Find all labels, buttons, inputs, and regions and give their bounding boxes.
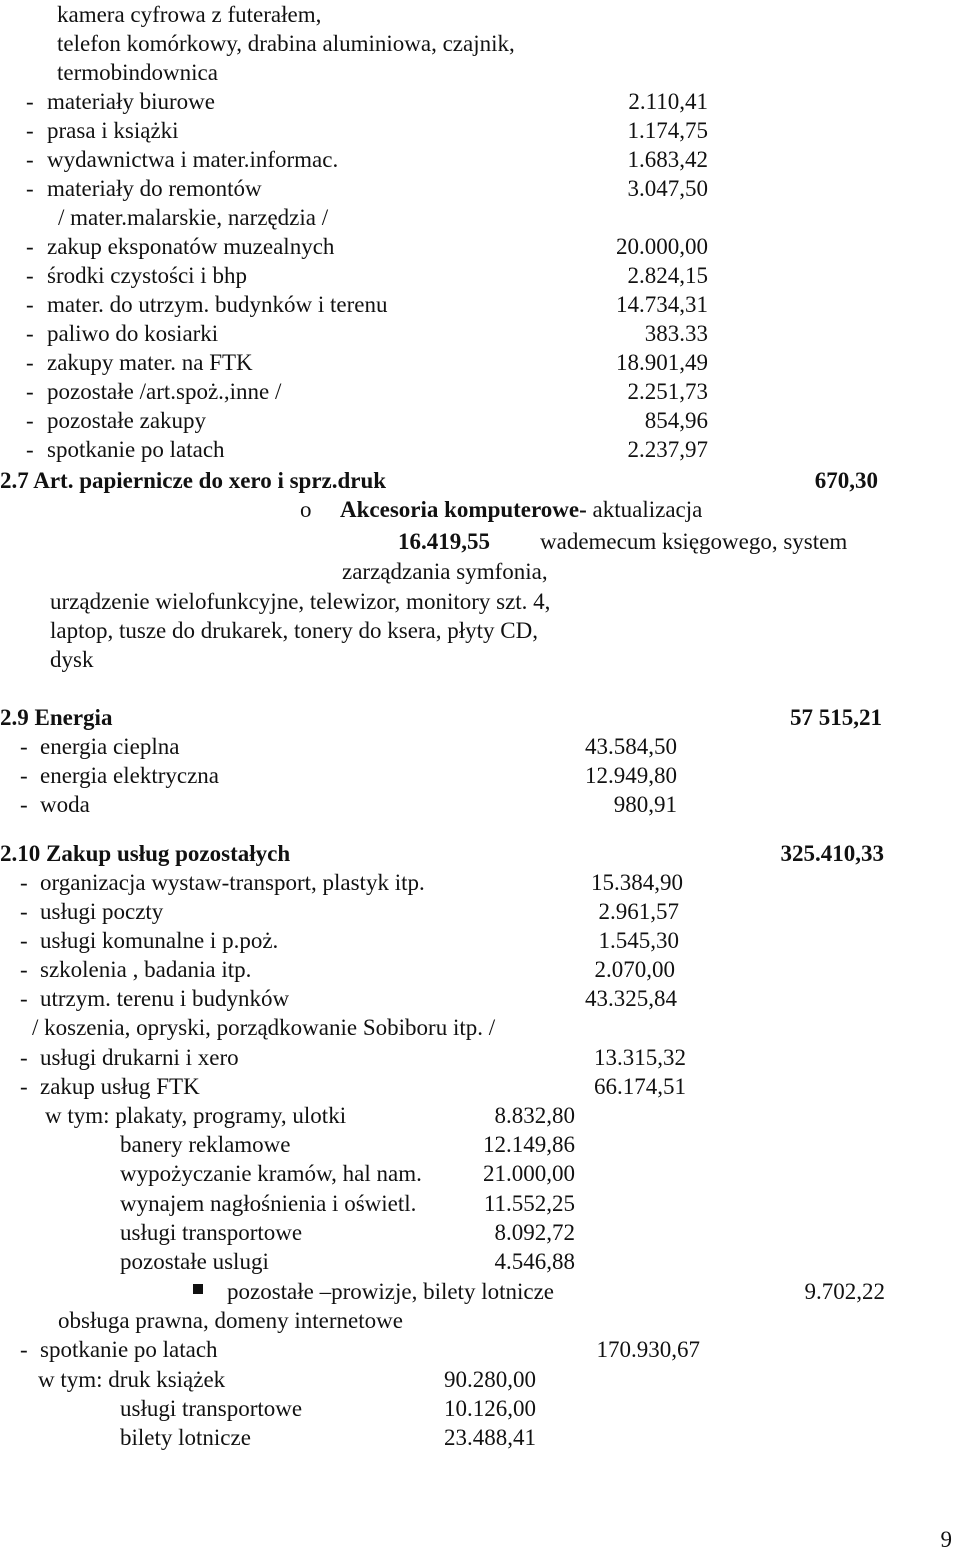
section-heading: 2.7 Art. papiernicze do xero i sprz.druk (0, 468, 387, 493)
list-item-value: 2.824,15 (627, 263, 708, 288)
list-item-label: usługi drukarni i xero (40, 1045, 239, 1070)
sub-item-label: pozostałe –prowizje, bilety lotnicze (227, 1279, 554, 1304)
list-item-value: 2.070,00 (594, 957, 675, 982)
list-item-value: 1.174,75 (627, 118, 708, 143)
sub-item-label: usługi transportowe (120, 1396, 303, 1421)
list-item-label: paliwo do kosiarki (47, 321, 219, 346)
text-line: zarządzania symfonia, (342, 559, 548, 584)
list-item-label: mater. do utrzym. budynków i terenu (47, 292, 388, 317)
list-item-label: pozostałe /art.spoż.,inne / (47, 379, 282, 404)
page-number: 9 (940, 1527, 952, 1552)
text-line: termobindownica (57, 60, 218, 85)
list-item-value: 13.315,32 (594, 1045, 686, 1070)
subheading-bold: Akcesoria komputerowe- (340, 497, 587, 522)
text-line: wademecum księgowego, system (540, 529, 848, 554)
text-line: telefon komórkowy, drabina aluminiowa, czajnik, (57, 31, 515, 56)
list-item-label: pozostałe zakupy (47, 408, 207, 433)
sub-item-value: 10.126,00 (444, 1396, 536, 1421)
list-item-value: 1.545,30 (598, 928, 679, 953)
list-item-value: 383.33 (644, 321, 708, 346)
list-item-label: prasa i książki (47, 118, 179, 143)
list-item-label: szkolenia , badania itp. (40, 957, 252, 982)
text-line: laptop, tusze do drukarek, tonery do ksera, płyty CD, (50, 618, 538, 643)
sub-item-label: usługi transportowe (120, 1220, 303, 1245)
text-line: obsługa prawna, domeny internetowe (58, 1308, 403, 1333)
akcesoria-value: 16.419,55 (398, 529, 490, 554)
list-item-value: 14.734,31 (616, 292, 708, 317)
bullet-icon: o (300, 497, 312, 522)
list-item-label: materiały do remontów (47, 176, 262, 201)
subheading (340, 498, 702, 521)
sub-item-value: 9.702,22 (804, 1279, 885, 1304)
list-item-note: / koszenia, opryski, porządkowanie Sobiboru itp. / (32, 1015, 496, 1040)
list-dash: - (20, 928, 28, 953)
list-item-value: 18.901,49 (616, 350, 708, 375)
sub-item-value: 12.149,86 (483, 1132, 575, 1157)
list-item-note: / mater.malarskie, narzędzia / (58, 205, 329, 230)
list-item-value: 43.325,84 (585, 986, 677, 1011)
sub-item-value: 8.832,80 (494, 1103, 575, 1128)
list-dash: - (26, 292, 34, 317)
sub-item-label: bilety lotnicze (120, 1425, 251, 1450)
list-item-value: 2.251,73 (627, 379, 708, 404)
list-item-value: 2.961,57 (598, 899, 679, 924)
list-item-label: zakup usług FTK (40, 1074, 200, 1099)
sub-item-label: wypożyczanie kramów, hal nam. (120, 1161, 422, 1186)
list-item-label: energia cieplna (40, 734, 180, 759)
list-item-label: zakup eksponatów muzealnych (47, 234, 335, 259)
list-dash: - (26, 176, 34, 201)
list-dash: - (20, 957, 28, 982)
list-item-value: 43.584,50 (585, 734, 677, 759)
list-dash: - (20, 870, 28, 895)
section-heading: 2.10 Zakup usług pozostałych (0, 841, 291, 866)
list-item-value: 1.683,42 (627, 147, 708, 172)
list-dash: - (20, 734, 28, 759)
sub-item-value: 90.280,00 (444, 1367, 536, 1392)
list-item-value: 15.384,90 (591, 870, 683, 895)
section-total: 57 515,21 (790, 705, 882, 730)
list-item-label: materiały biurowe (47, 89, 215, 114)
text-line: urządzenie wielofunkcyjne, telewizor, monitory szt. 4, (50, 589, 551, 614)
list-dash: - (20, 1074, 28, 1099)
list-dash: - (26, 408, 34, 433)
list-item-value: 980,91 (613, 792, 677, 817)
text-line: dysk (50, 647, 94, 672)
list-item-label: środki czystości i bhp (47, 263, 247, 288)
list-dash: - (20, 792, 28, 817)
list-dash: - (20, 763, 28, 788)
list-item-value: 3.047,50 (627, 176, 708, 201)
text-line: kamera cyfrowa z futerałem, (57, 2, 322, 27)
list-item-value: 2.237,97 (627, 437, 708, 462)
list-dash: - (26, 350, 34, 375)
list-dash: - (26, 321, 34, 346)
list-item-label: usługi komunalne i p.poż. (40, 928, 279, 953)
list-dash: - (20, 986, 28, 1011)
list-item-label: energia elektryczna (40, 763, 219, 788)
sub-item-label: banery reklamowe (120, 1132, 291, 1157)
subheading-rest: aktualizacja (586, 497, 703, 522)
sub-item-label: w tym: druk książek (38, 1367, 226, 1392)
sub-item-label: wynajem nagłośnienia i oświetl. (120, 1191, 417, 1216)
sub-item-value: 21.000,00 (483, 1161, 575, 1186)
list-item-label: woda (40, 792, 90, 817)
list-item-label: zakupy mater. na FTK (47, 350, 253, 375)
list-item-label: spotkanie po latach (47, 437, 225, 462)
section-heading: 2.9 Energia (0, 705, 113, 730)
list-item-value: 12.949,80 (585, 763, 677, 788)
sub-item-label: pozostałe uslugi (120, 1249, 269, 1274)
list-dash: - (20, 1337, 28, 1362)
list-item-value: 854,96 (644, 408, 708, 433)
list-dash: - (20, 899, 28, 924)
list-dash: - (26, 147, 34, 172)
list-item-label: wydawnictwa i mater.informac. (47, 147, 339, 172)
list-dash: - (26, 379, 34, 404)
list-dash: - (20, 1045, 28, 1070)
sub-item-value: 11.552,25 (483, 1191, 575, 1216)
square-bullet-icon (193, 1284, 203, 1294)
list-dash: - (26, 263, 34, 288)
list-dash: - (26, 234, 34, 259)
list-item-value: 66.174,51 (594, 1074, 686, 1099)
list-item-value: 2.110,41 (628, 89, 708, 114)
sub-item-value: 23.488,41 (444, 1425, 536, 1450)
sub-item-value: 8.092,72 (494, 1220, 575, 1245)
sub-item-value: 4.546,88 (494, 1249, 575, 1274)
list-dash: - (26, 118, 34, 143)
list-dash: - (26, 89, 34, 114)
list-item-label: spotkanie po latach (40, 1337, 218, 1362)
section-total: 325.410,33 (780, 841, 884, 866)
list-item-value: 20.000,00 (616, 234, 708, 259)
list-item-label: organizacja wystaw-transport, plastyk itp. (40, 870, 425, 895)
list-item-label: usługi poczty (40, 899, 164, 924)
list-dash: - (26, 437, 34, 462)
list-item-value: 170.930,67 (596, 1337, 700, 1362)
sub-item-label: w tym: plakaty, programy, ulotki (45, 1103, 347, 1128)
list-item-label: utrzym. terenu i budynków (40, 986, 290, 1011)
section-total: 670,30 (814, 468, 878, 493)
